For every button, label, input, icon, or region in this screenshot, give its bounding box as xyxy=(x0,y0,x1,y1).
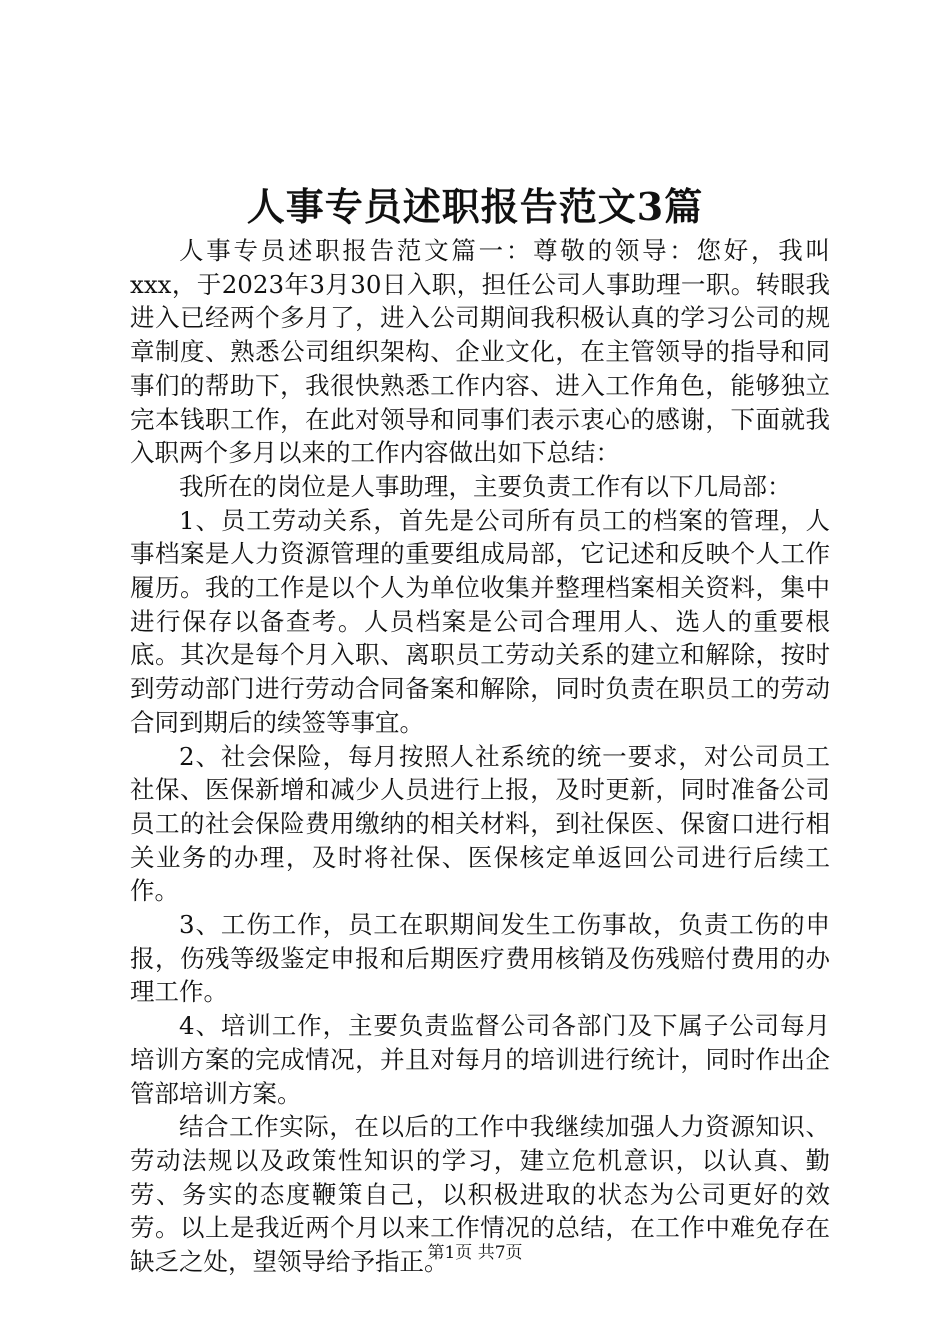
page-title: 人事专员述职报告范文3篇 xyxy=(246,184,704,229)
document-body xyxy=(130,234,830,1279)
paragraph-conclusion: 结合工作实际，在以后的工作中我继续加强人力资源知识、劳动法规以及政策性知识的学习，建立危机意识，以认真、勤劳、务实的态度鞭策自己，以积极进取的状态为公司更好的效劳。以上是我近两个月以来工作情况的总结，在工作中难免存在缺乏之处，望领导给予指正。 xyxy=(130,1112,830,1277)
paragraph-work-injury: 3、工伤工作，员工在职期间发生工伤事故，负责工伤的申报，伤残等级鉴定申报和后期医疗费用核销及伤残赔付费用的办理工作。 xyxy=(130,910,830,1007)
paragraph-intro: 人事专员述职报告范文篇一：尊敬的领导：您好，我叫xxx，于2023年3月30日入职，担任公司人事助理一职。转眼我进入已经两个多月了，进入公司期间我积极认真的学习公司的规章制度、熟悉公司组织架构、企业文化，在主管领导的指导和同事们的帮助下，我很快熟悉工作内容、进入工作角色，能够独立完本钱职工作，在此对领导和同事们表示衷心的感谢，下面就我入职两个多月以来的工作内容做出如下总结： xyxy=(130,236,830,468)
paragraph-duties-summary: 我所在的岗位是人事助理，主要负责工作有以下几局部： xyxy=(179,471,792,501)
page-footer: 第1页 共7页 xyxy=(427,1243,523,1263)
paragraph-labor-relations: 1、员工劳动关系，首先是公司所有员工的档案的管理，人事档案是人力资源管理的重要组成局部，它记述和反映个人工作履历。我的工作是以个人为单位收集并整理档案相关资料，集中进行保存以备查考。人员档案是公司合理用人、选人的重要根底。其次是每个月入职、离职员工劳动关系的建立和解除，按时到劳动部门进行劳动合同备案和解除，同时负责在职员工的劳动合同到期后的续签等事宜。 xyxy=(130,505,830,737)
paragraph-social-insurance: 2、社会保险，每月按照人社系统的统一要求，对公司员工社保、医保新增和减少人员进行上报，及时更新，同时准备公司员工的社会保险费用缴纳的相关材料，到社保医、保窗口进行相关业务的办理，及时将社保、医保核定单返回公司进行后续工作。 xyxy=(130,741,830,906)
paragraph-training: 4、培训工作，主要负责监督公司各部门及下属子公司每月培训方案的完成情况，并且对每月的培训进行统计，同时作出企管部培训方案。 xyxy=(130,1011,830,1108)
